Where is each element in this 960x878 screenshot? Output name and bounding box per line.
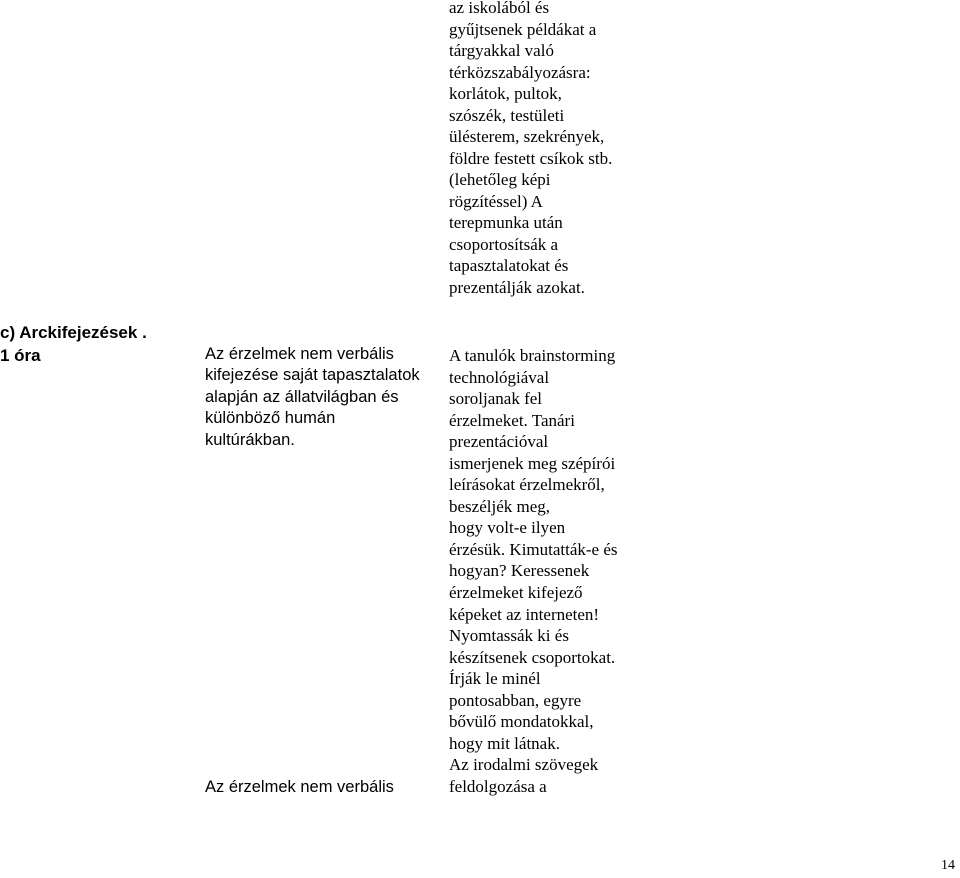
top-activity-line: tapasztalatokat és bbox=[449, 256, 569, 275]
activity-line: A tanulók brainstorming bbox=[449, 346, 616, 365]
activity-text bbox=[449, 345, 618, 797]
activity-line: hogy volt-e ilyen bbox=[449, 518, 566, 538]
activity-line: készítsenek csoportokat. bbox=[449, 647, 616, 667]
activity-line: hogyan? Keressenek bbox=[449, 561, 590, 581]
top-activity-line: korlátok, pultok, bbox=[449, 84, 562, 103]
activity-line: Nyomtassák ki és bbox=[449, 626, 569, 646]
activity-line: bővülő mondatokkal, bbox=[449, 712, 594, 732]
activity-line: technológiával bbox=[449, 367, 550, 387]
hours-label: 1 óra bbox=[0, 346, 41, 365]
top-activity-line: prezentálják azokat. bbox=[449, 277, 585, 297]
activity-line: képeket az interneten! bbox=[449, 604, 600, 624]
top-activity-line: földre festett csíkok stb. bbox=[449, 148, 613, 168]
activity-line: hogy mit látnak. bbox=[449, 733, 560, 753]
goal-line: kifejezése saját tapasztalatok bbox=[205, 366, 420, 385]
activity-line: Az irodalmi szövegek bbox=[449, 755, 599, 775]
goal-line: alapján az állatvilágban és bbox=[205, 387, 399, 406]
top-activity-line: az iskolából és bbox=[449, 0, 550, 17]
activity-line: érzésük. Kimutatták-e és bbox=[449, 539, 618, 559]
top-activity-line: (lehetőleg képi bbox=[449, 170, 551, 189]
activity-line: pontosabban, egyre bbox=[449, 690, 582, 710]
activity-line: ismerjenek meg szépírói bbox=[449, 453, 616, 473]
activity-line: érzelmeket. Tanári bbox=[449, 410, 575, 430]
goal-continuation-text: Az érzelmek nem verbális bbox=[205, 778, 394, 796]
goal-line: kultúrákban. bbox=[205, 430, 295, 449]
top-activity-line: csoportosítsák a bbox=[449, 234, 559, 254]
top-activity-line: terepmunka után bbox=[449, 213, 563, 232]
section-heading: c) Arckifejezések . bbox=[0, 323, 147, 342]
page-number: 14 bbox=[941, 858, 955, 873]
activity-line: prezentációval bbox=[449, 432, 549, 452]
top-activity-line: tárgyakkal való bbox=[449, 41, 554, 60]
activity-line: feldolgozása a bbox=[449, 776, 547, 796]
top-activity-line: ülésterem, szekrények, bbox=[449, 127, 605, 146]
goal-line: különböző humán bbox=[205, 409, 336, 428]
goal-text bbox=[205, 344, 420, 451]
top-activity-line: térközszabályozásra: bbox=[449, 62, 591, 82]
top-activity-line: rögzítéssel) A bbox=[449, 191, 543, 211]
top-activity-line: szószék, testületi bbox=[449, 105, 565, 125]
activity-line: Írják le minél bbox=[449, 669, 541, 689]
top-activity-line: gyűjtsenek példákat a bbox=[449, 19, 597, 39]
top-activity-text bbox=[449, 0, 612, 298]
activity-line: soroljanak fel bbox=[449, 389, 542, 409]
activity-line: leírásokat érzelmekről, bbox=[449, 475, 605, 495]
activity-line: érzelmeket kifejező bbox=[449, 583, 583, 603]
activity-line: beszéljék meg, bbox=[449, 496, 551, 516]
goal-line: Az érzelmek nem verbális bbox=[205, 345, 394, 363]
